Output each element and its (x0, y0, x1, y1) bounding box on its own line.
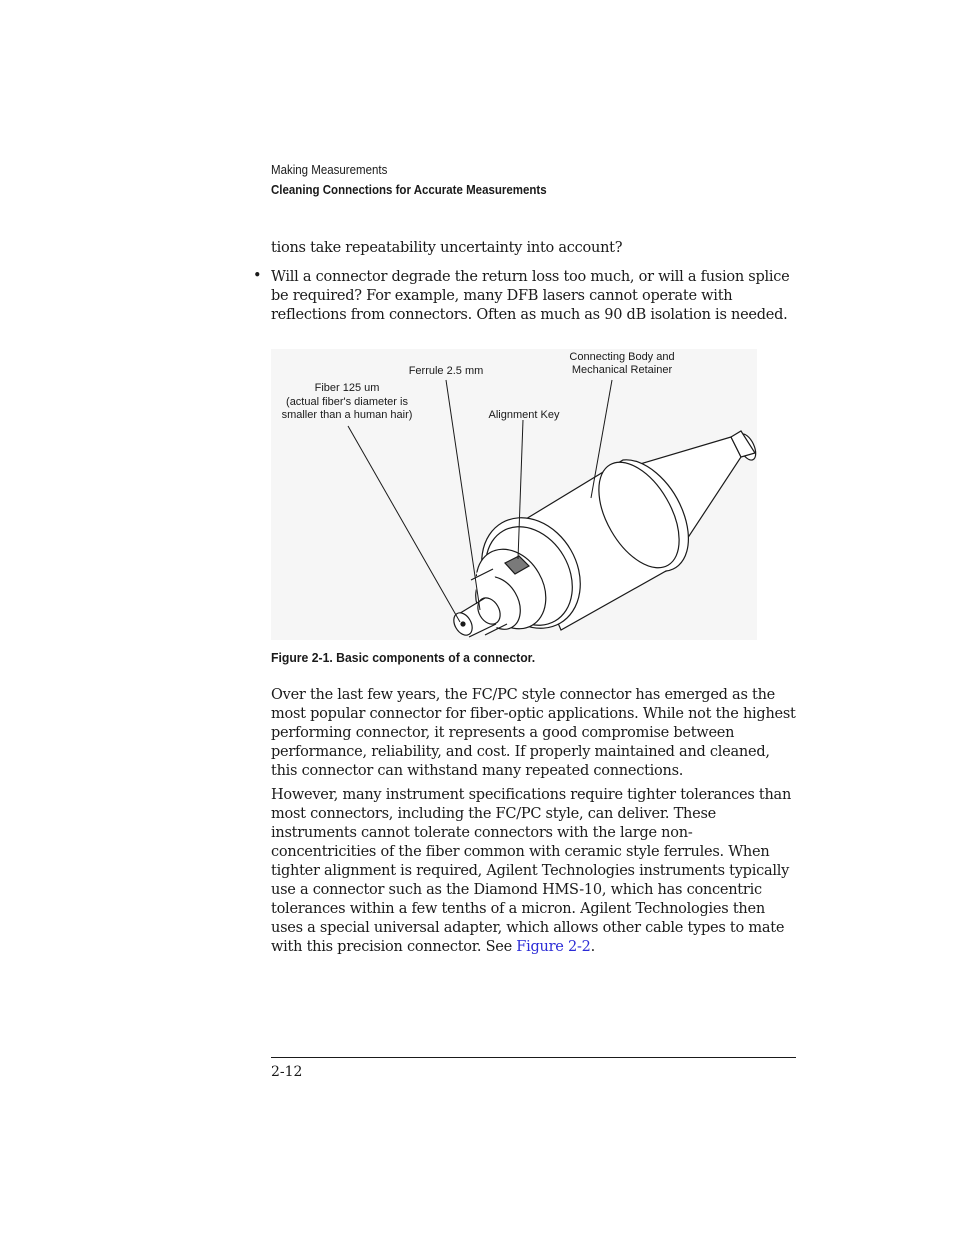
figure-caption: Figure 2-1. Basic components of a connector. (271, 650, 536, 665)
page-number: 2-12 (271, 1064, 303, 1080)
bullet-marker: • (253, 268, 262, 284)
label-ferrule: Ferrule 2.5 mm (408, 365, 484, 377)
label-alignment-key: Alignment Key (488, 409, 560, 421)
paragraph-tolerances-text: However, many instrument specifications require tighter tolerances than most connectors, including the FC/PC style, can deliver. These instruments cannot tolerate connectors with the large non-concentricities of the fiber common with ceramic style ferrules. When tighter alignment is required, Agilent Technologies instruments typically use a connector such as the Diamond HMS-10, which has concentric tolerances within a few tenths of a micron. Agilent Technologies then uses a special universal adapter, which allows other cable types to mate with this precision connector. See (271, 787, 792, 955)
figure-2-2-link[interactable]: Figure 2-2 (516, 939, 591, 955)
label-fiber-line1: Fiber 125 um (314, 382, 380, 394)
connector-diagram (271, 345, 757, 640)
connector-figure (271, 345, 757, 640)
label-fiber-line2: (actual fiber's diameter is (286, 396, 408, 408)
running-header (271, 160, 547, 200)
paragraph-fc-pc: Over the last few years, the FC/PC style connector has emerged as the most popular connector for fiber-optic applications. While not the highest performing connector, it represents a good compromise between performance, reliability, and cost. If properly maintained and cleaned, this connector can withstand many repeated connections. (271, 687, 796, 779)
continued-text: tions take repeatability uncertainty into account? (271, 240, 623, 256)
paragraph-tolerances-end: . (590, 939, 595, 955)
label-connecting-body-line1: Connecting Body and (569, 351, 675, 363)
footer-rule (271, 1057, 796, 1058)
chapter-title: Making Measurements (271, 163, 388, 177)
label-fiber-line3: smaller than a human hair) (281, 409, 413, 421)
paragraph-tolerances (271, 786, 796, 957)
section-title: Cleaning Connections for Accurate Measurements (271, 183, 547, 197)
bullet-item: Will a connector degrade the return loss too much, or will a fusion splice be required? For example, many DFB lasers cannot operate with reflections from connectors. Often as much as 90 dB isolation is needed. (271, 269, 790, 323)
label-connecting-body-line2: Mechanical Retainer (571, 364, 673, 376)
